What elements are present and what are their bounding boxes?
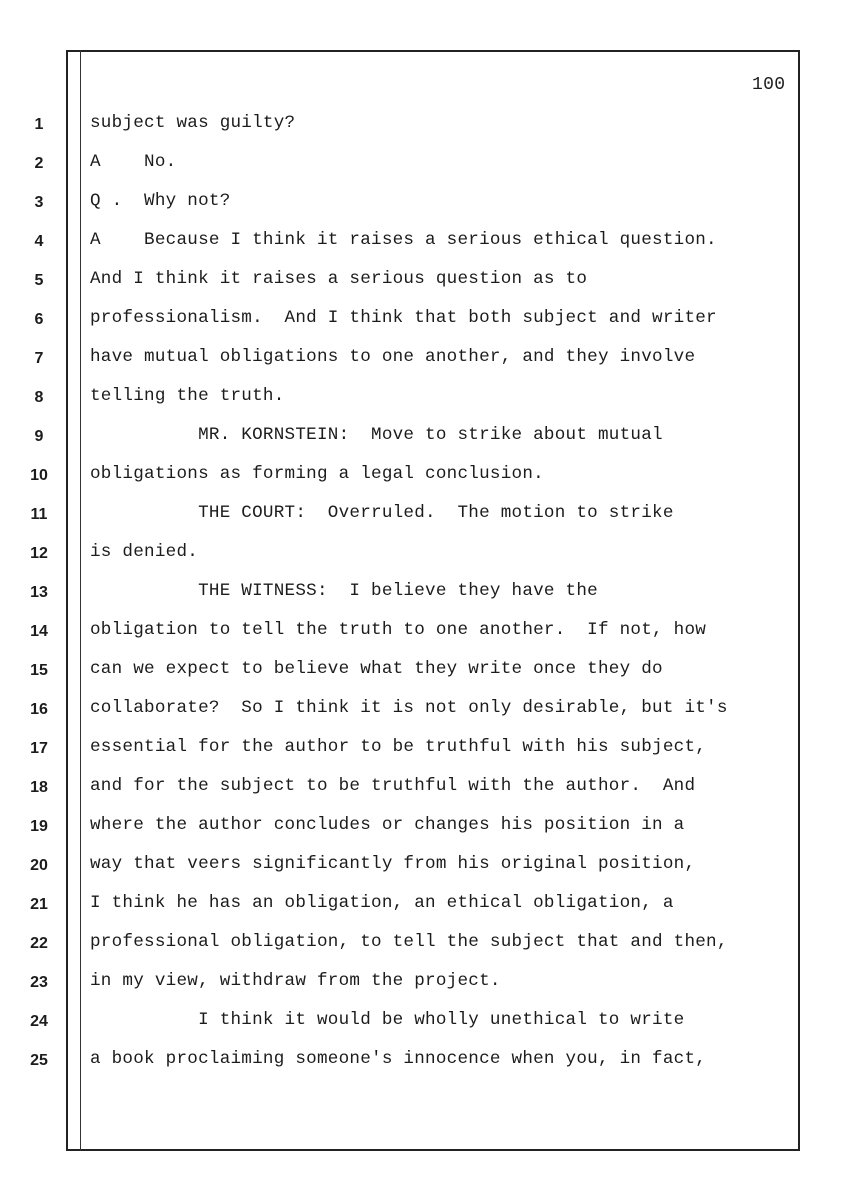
transcript-line: and for the subject to be truthful with the author. And [90, 776, 696, 796]
page-number: 100 [752, 75, 786, 95]
line-number: 5 [34, 272, 44, 289]
line-number: 2 [34, 155, 44, 172]
transcript-line: Q . Why not? [90, 191, 231, 211]
transcript-line: collaborate? So I think it is not only desirable, but it's [90, 698, 728, 718]
transcript-line: in my view, withdraw from the project. [90, 971, 501, 991]
line-number: 1 [34, 116, 44, 133]
line-number: 12 [30, 545, 48, 562]
transcript-line: essential for the author to be truthful with his subject, [90, 737, 707, 757]
line-number: 21 [30, 896, 48, 913]
transcript-line: professional obligation, to tell the subject that and then, [90, 932, 728, 952]
line-number: 20 [30, 857, 48, 874]
transcript-line: a book proclaiming someone's innocence when you, in fact, [90, 1049, 707, 1069]
line-number: 4 [34, 233, 44, 250]
line-number: 8 [34, 389, 44, 406]
line-number: 15 [30, 662, 48, 679]
transcript-line: THE WITNESS: I believe they have the [90, 581, 598, 601]
transcript-line: professionalism. And I think that both subject and writer [90, 308, 717, 328]
transcript-line: And I think it raises a serious question as to [90, 269, 588, 289]
line-number: 14 [30, 623, 48, 640]
transcript-line: telling the truth. [90, 386, 285, 406]
transcript-line: where the author concludes or changes his position in a [90, 815, 685, 835]
line-number: 3 [34, 194, 44, 211]
transcript-line: MR. KORNSTEIN: Move to strike about mutual [90, 425, 663, 445]
line-number: 25 [30, 1052, 48, 1069]
line-number: 23 [30, 974, 48, 991]
line-number: 7 [34, 350, 44, 367]
line-number: 10 [30, 467, 48, 484]
line-number: 6 [34, 311, 44, 328]
line-number: 16 [30, 701, 48, 718]
line-number: 11 [30, 506, 48, 523]
line-number: 9 [34, 428, 44, 445]
transcript-line: way that veers significantly from his original position, [90, 854, 696, 874]
line-number: 17 [30, 740, 48, 757]
left-margin-rule [80, 50, 81, 1151]
transcript-line: THE COURT: Overruled. The motion to strike [90, 503, 674, 523]
transcript-line: I think he has an obligation, an ethical obligation, a [90, 893, 674, 913]
line-number: 22 [30, 935, 48, 952]
transcript-line: obligations as forming a legal conclusion. [90, 464, 544, 484]
line-number: 18 [30, 779, 48, 796]
transcript-line: A Because I think it raises a serious ethical question. [90, 230, 717, 250]
transcript-line: can we expect to believe what they write once they do [90, 659, 663, 679]
transcript-line: obligation to tell the truth to one another. If not, how [90, 620, 707, 640]
transcript-line: subject was guilty? [90, 113, 296, 133]
transcript-line: is denied. [90, 542, 199, 562]
transcript-line: have mutual obligations to one another, and they involve [90, 347, 696, 367]
transcript-line: A No. [90, 152, 177, 172]
line-number: 24 [30, 1013, 48, 1030]
transcript-line: I think it would be wholly unethical to write [90, 1010, 685, 1030]
line-number: 19 [30, 818, 48, 835]
line-number: 13 [30, 584, 48, 601]
